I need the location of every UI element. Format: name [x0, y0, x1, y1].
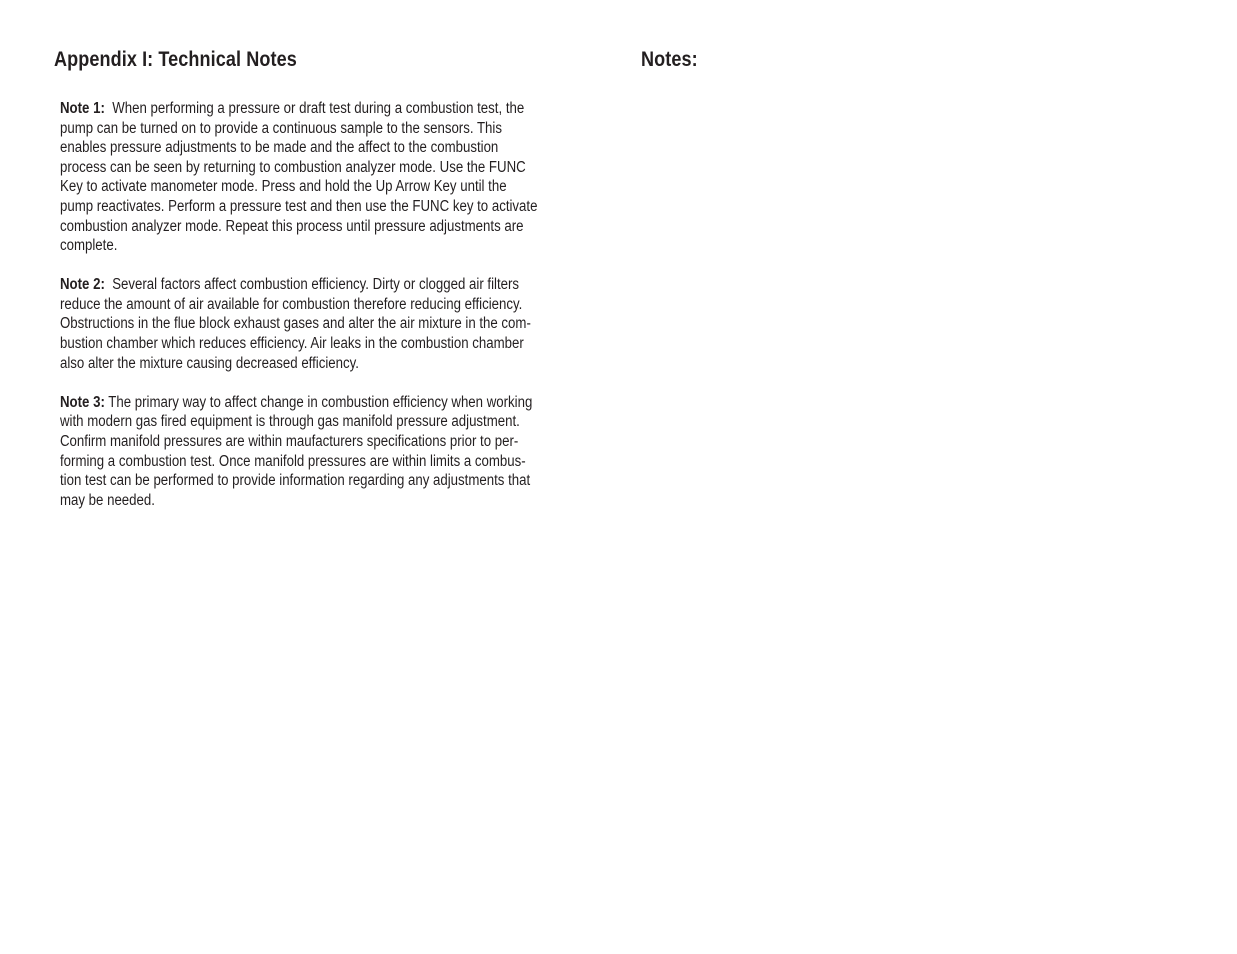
appendix-title: Appendix I: Technical Notes	[54, 48, 297, 71]
note-1	[60, 99, 585, 256]
note-line: Note 3: The primary way to affect change in combustion efficiency when working	[60, 393, 533, 411]
left-page	[54, 44, 594, 530]
note-line: may be needed.	[60, 491, 155, 509]
note-line: combustion analyzer mode. Repeat this process until pressure adjustments are	[60, 217, 524, 235]
note-line: Confirm manifold pressures are within maufacturers specifications prior to per-	[60, 432, 519, 450]
note-3	[60, 393, 585, 511]
technical-notes	[60, 99, 594, 510]
note-line: Obstructions in the flue block exhaust gases and alter the air mixture in the com-	[60, 315, 531, 333]
note-line: complete.	[60, 237, 118, 255]
note-line: also alter the mixture causing decreased efficiency.	[60, 354, 359, 372]
right-page	[641, 44, 1181, 76]
note-line: forming a combustion test. Once manifold pressures are within limits a combus-	[60, 452, 526, 470]
note-2	[60, 275, 585, 373]
note-line: reduce the amount of air available for combustion therefore reducing efficiency.	[60, 295, 523, 313]
notes-title: Notes:	[641, 48, 698, 71]
note-label: Note 2:	[60, 276, 105, 294]
note-line: bustion chamber which reduces efficiency. Air leaks in the combustion chamber	[60, 335, 524, 353]
note-line: Note 1: When performing a pressure or draft test during a combustion test, the	[60, 100, 525, 117]
note-line: process can be seen by returning to combustion analyzer mode. Use the FUNC	[60, 158, 526, 176]
note-label: Note 1:	[60, 100, 105, 117]
note-line: enables pressure adjustments to be made and the affect to the combustion	[60, 139, 499, 157]
note-line: pump can be turned on to provide a continuous sample to the sensors. This	[60, 119, 502, 137]
note-label: Note 3:	[60, 393, 105, 411]
note-line: Note 2: Several factors affect combustion efficiency. Dirty or clogged air filters	[60, 276, 520, 294]
note-line: pump reactivates. Perform a pressure test and then use the FUNC key to activate	[60, 197, 538, 215]
note-line: tion test can be performed to provide information regarding any adjustments that	[60, 472, 531, 490]
note-line: Key to activate manometer mode. Press and hold the Up Arrow Key until the	[60, 178, 507, 196]
note-line: with modern gas fired equipment is through gas manifold pressure adjustment.	[60, 413, 520, 431]
